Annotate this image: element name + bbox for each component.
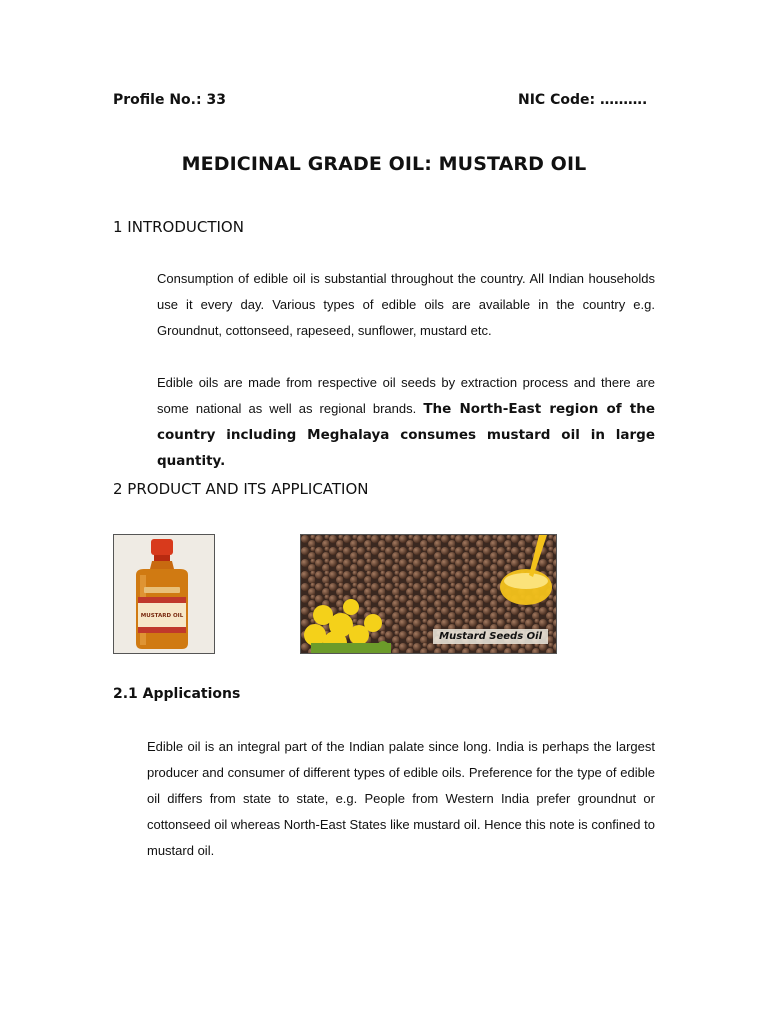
section-heading-product: 2 PRODUCT AND ITS APPLICATION	[113, 480, 369, 498]
profile-number: Profile No.: 33	[113, 92, 226, 108]
applications-heading: 2.1 Applications	[113, 686, 241, 702]
seeds-image-caption: Mustard Seeds Oil	[433, 629, 548, 644]
intro-paragraph-1: Consumption of edible oil is substantial throughout the country. All Indian households use it every day. Various types of edible oils are available in the country e.g. Groundnut, cottonseed, rapeseed, sunflower, mustard etc.	[157, 271, 655, 338]
mustard-seeds-oil-image	[300, 534, 557, 654]
applications-paragraph: Edible oil is an integral part of the Indian palate since long. India is perhaps the largest producer and consumer of different types of edible oils. Preference for the type of edible oil differs from state to state, e.g. People from Western India prefer groundnut or cottonseed oil whereas North-East States like mustard oil. Hence this note is confined to mustard oil.	[147, 739, 655, 858]
bottle-illustration	[114, 535, 214, 653]
bottle-label-text: MUSTARD OIL	[140, 613, 184, 619]
intro-paragraph-2	[157, 370, 655, 474]
mustard-oil-bottle-image	[113, 534, 215, 654]
intro-paragraph-2-text: Edible oils are made from respective oil seeds by extraction process and there are some national as well as regional brands.	[157, 375, 655, 416]
section-heading-introduction: 1 INTRODUCTION	[113, 218, 244, 236]
nic-code: NIC Code: ……….	[518, 92, 648, 108]
document-title: MEDICINAL GRADE OIL: MUSTARD OIL	[181, 153, 587, 175]
intro-paragraph-2-bold: The North-East region of the country including Meghalaya consumes mustard oil in large quantity.	[157, 401, 656, 469]
